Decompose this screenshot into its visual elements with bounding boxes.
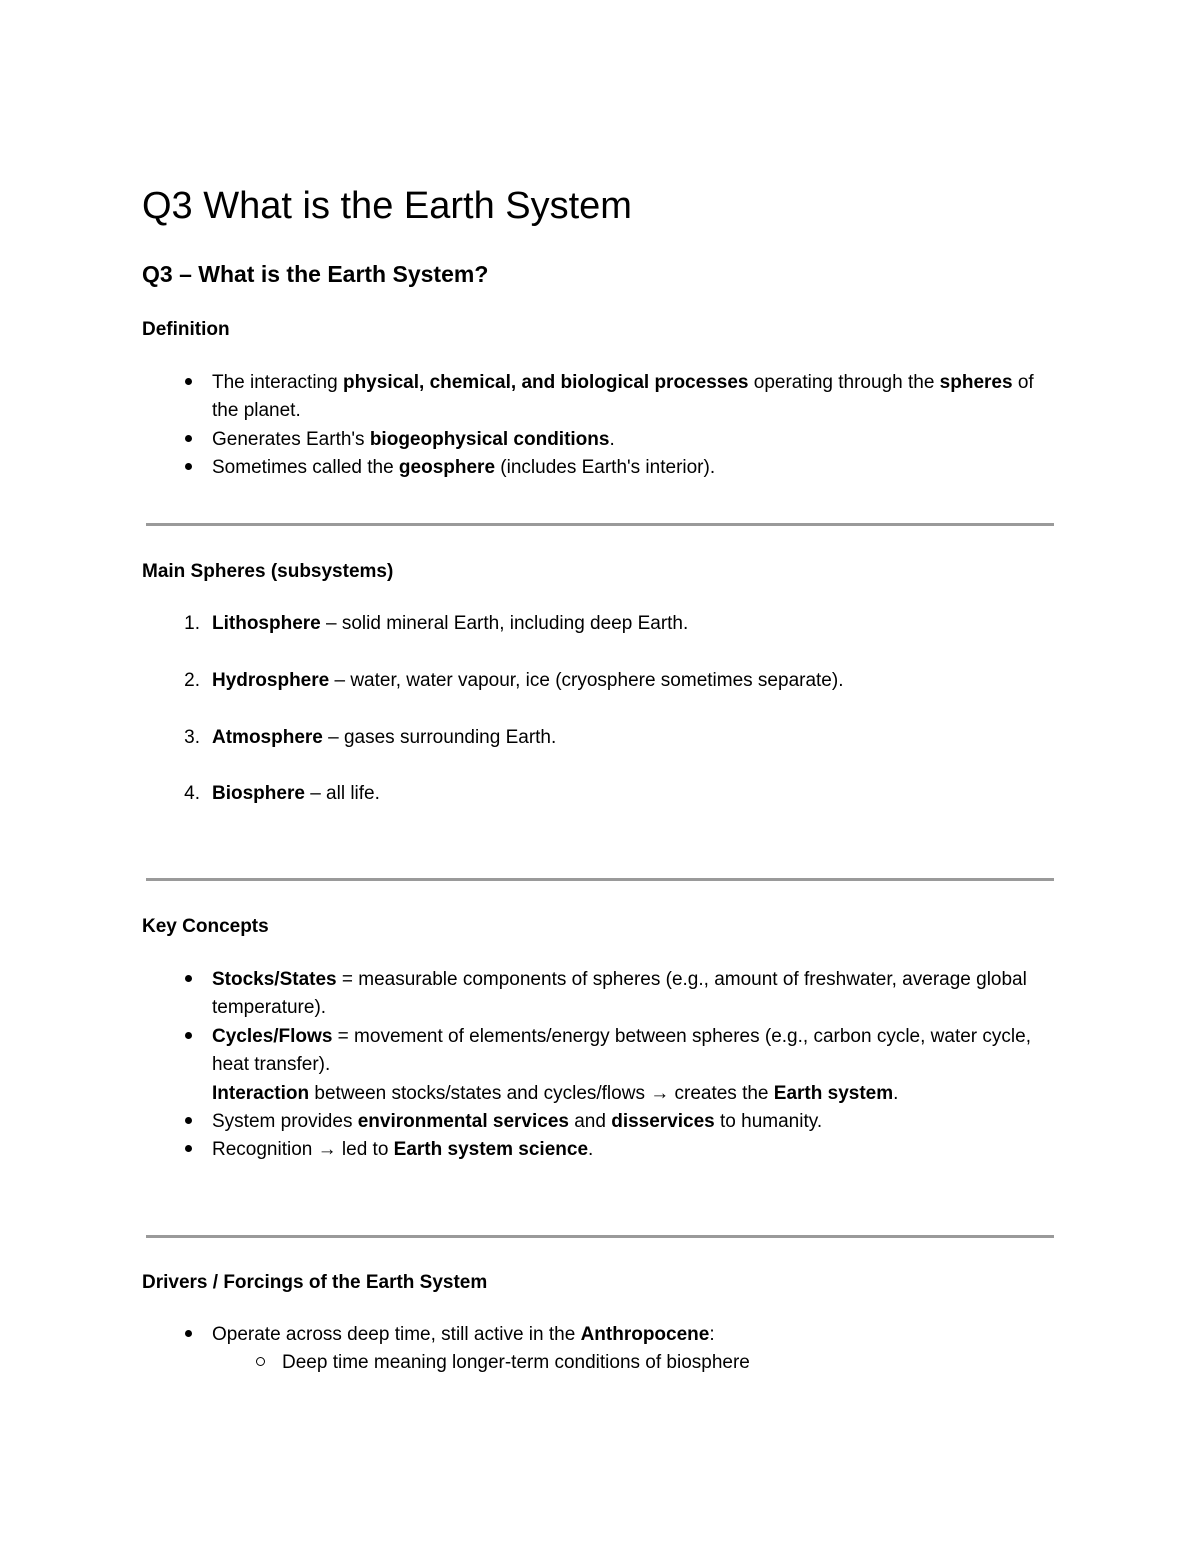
bullet-icon bbox=[178, 1023, 198, 1051]
list-item: 1. Lithosphere – solid mineral Earth, including deep Earth. bbox=[184, 613, 689, 634]
document-page bbox=[142, 0, 1054, 1553]
list-item: Generates Earth's biogeophysical conditions. bbox=[142, 426, 1054, 454]
list-item: Cycles/Flows = movement of elements/energy between spheres (e.g., carbon cycle, water cycle, heat transfer). Interaction between stocks/states and cycles/flows → creates the Earth system. bbox=[142, 1023, 1054, 1108]
spheres-heading: Main Spheres (subsystems) bbox=[142, 561, 394, 582]
horizontal-divider bbox=[146, 523, 1054, 526]
bullet-icon bbox=[178, 1136, 198, 1164]
bullet-icon bbox=[178, 369, 198, 397]
section-heading: Q3 – What is the Earth System? bbox=[142, 261, 489, 287]
list-item: 2. Hydrosphere – water, water vapour, ice (cryosphere sometimes separate). bbox=[184, 669, 844, 691]
list-item: Sometimes called the geosphere (includes Earth's interior). bbox=[142, 454, 1054, 482]
definition-list bbox=[142, 369, 1054, 483]
concepts-list bbox=[142, 966, 1054, 1165]
definition-heading: Definition bbox=[142, 319, 230, 340]
drivers-list bbox=[142, 1321, 1054, 1378]
drivers-heading: Drivers / Forcings of the Earth System bbox=[142, 1272, 488, 1293]
document-title: Q3 What is the Earth System bbox=[142, 185, 632, 227]
list-item: Recognition → led to Earth system science. bbox=[142, 1136, 1054, 1164]
bullet-icon bbox=[178, 1321, 198, 1349]
bullet-icon bbox=[178, 454, 198, 482]
list-item: The interacting physical, chemical, and biological processes operating through the spheres of the planet. bbox=[142, 369, 1054, 426]
list-item: Stocks/States = measurable components of spheres (e.g., amount of freshwater, average global temperature). bbox=[142, 966, 1054, 1023]
horizontal-divider bbox=[146, 1235, 1054, 1238]
hollow-bullet-icon bbox=[250, 1349, 270, 1377]
list-item: Deep time meaning longer-term conditions of biosphere bbox=[142, 1349, 1054, 1377]
bullet-icon bbox=[178, 1108, 198, 1136]
list-item: 4. Biosphere – all life. bbox=[184, 783, 380, 805]
spheres-list bbox=[142, 610, 1054, 837]
list-item: System provides environmental services and disservices to humanity. bbox=[142, 1108, 1054, 1136]
horizontal-divider bbox=[146, 878, 1054, 881]
list-item: Operate across deep time, still active in the Anthropocene: bbox=[142, 1321, 1054, 1349]
bullet-icon bbox=[178, 966, 198, 994]
concepts-heading: Key Concepts bbox=[142, 916, 269, 937]
list-item: 3. Atmosphere – gases surrounding Earth. bbox=[184, 726, 557, 748]
bullet-icon bbox=[178, 426, 198, 454]
